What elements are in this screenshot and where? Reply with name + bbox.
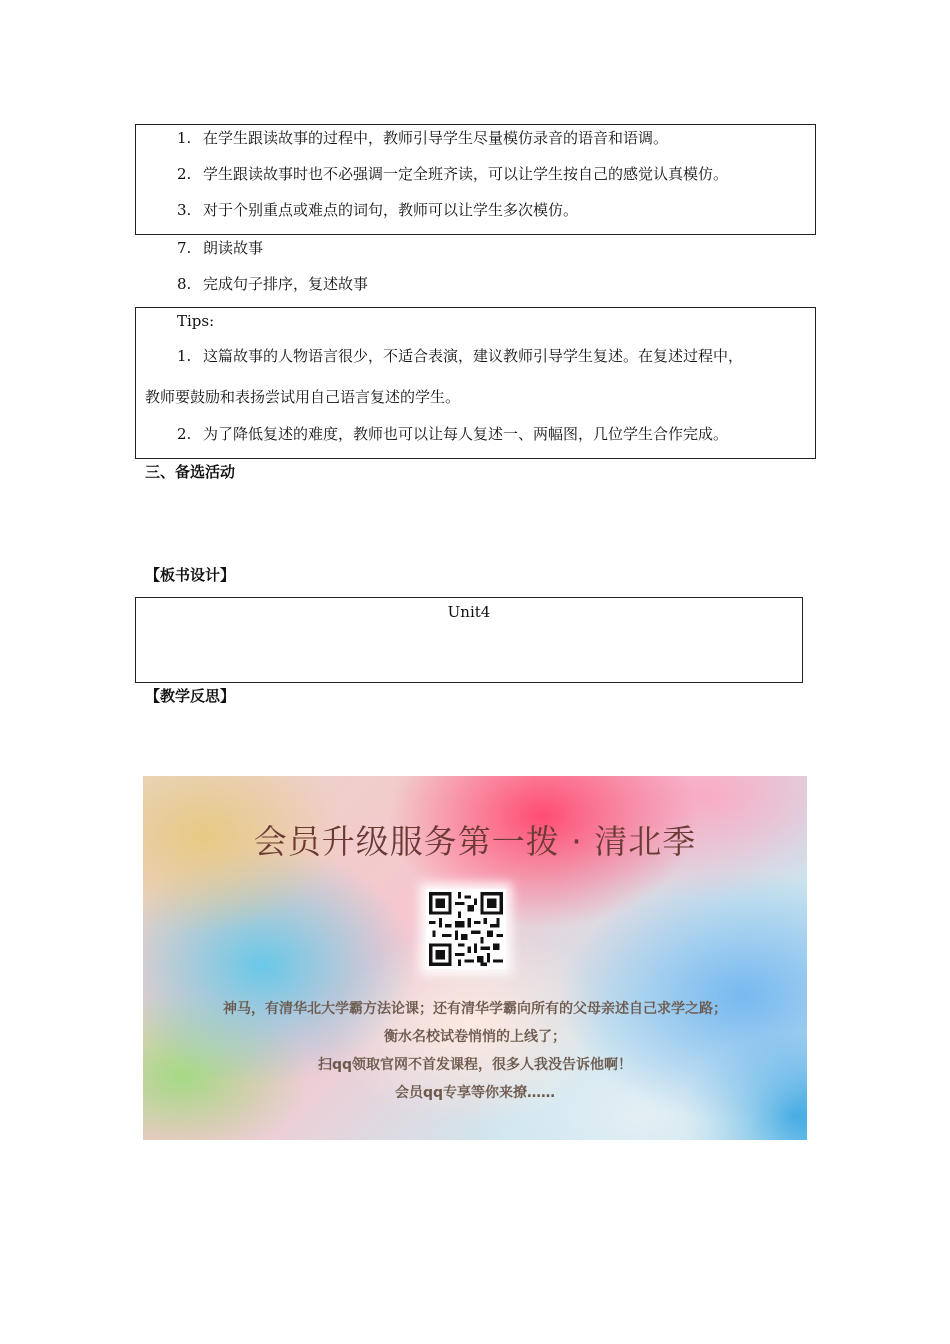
item-text: 对于个别重点或难点的词句，教师可以让学生多次模仿。	[203, 201, 579, 219]
tips2-item-1-cont: 教师要鼓励和表扬尝试用自己语言复述的学生。	[145, 388, 461, 406]
banner-line-1: 神马，有清华北大学霸方法论课；还有清华学霸向所有的父母亲述自己求学之路；	[223, 1001, 727, 1017]
step-number: 7.	[177, 239, 192, 257]
banner-line-3: 扫qq领取官网不首发课程，很多人我没告诉他啊！	[317, 1057, 633, 1073]
step-7	[177, 238, 263, 258]
item-number: 3.	[177, 201, 192, 219]
item-number: 1.	[177, 129, 192, 147]
item-text: 在学生跟读故事的过程中，教师引导学生尽量模仿录音的语音和语调。	[203, 129, 669, 147]
step-text: 朗读故事	[203, 239, 264, 257]
tips-item-1	[177, 128, 668, 148]
step-number: 8.	[177, 275, 192, 293]
item-text: 学生跟读故事时也不必强调一定全班齐读，可以让学生按自己的感觉认真模仿。	[203, 165, 729, 183]
item-number: 2.	[177, 425, 192, 443]
banner-title: 会员升级服务第一拨 · 清北季	[253, 822, 697, 861]
tips2-item-2	[177, 424, 728, 444]
banner-line-2: 衡水名校试卷悄悄的上线了；	[384, 1029, 566, 1045]
promo-banner	[143, 776, 807, 1140]
item-text: 为了降低复述的难度，教师也可以让每人复述一、两幅图，几位学生合作完成。	[203, 425, 729, 443]
reflection-heading: 【教学反思】	[145, 687, 236, 705]
tips2-item-1	[177, 346, 743, 366]
item-text: 这篇故事的人物语言很少，不适合表演，建议教师引导学生复述。在复述过程中，	[203, 347, 744, 365]
item-number: 1.	[177, 347, 192, 365]
step-8	[177, 274, 368, 294]
board-design-heading: 【板书设计】	[145, 566, 236, 584]
section-alt-activities: 三、备选活动	[145, 463, 236, 481]
step-text: 完成句子排序，复述故事	[203, 275, 369, 293]
tips-label: Tips:	[177, 312, 215, 330]
banner-line-4: 会员qq专享等你来撩……	[394, 1085, 556, 1101]
qr-code-icon	[426, 889, 506, 969]
tips-item-3	[177, 200, 578, 220]
board-title: Unit4	[447, 603, 491, 621]
item-number: 2.	[177, 165, 192, 183]
tips-item-2	[177, 164, 728, 184]
qr-code-graphic	[426, 889, 506, 969]
